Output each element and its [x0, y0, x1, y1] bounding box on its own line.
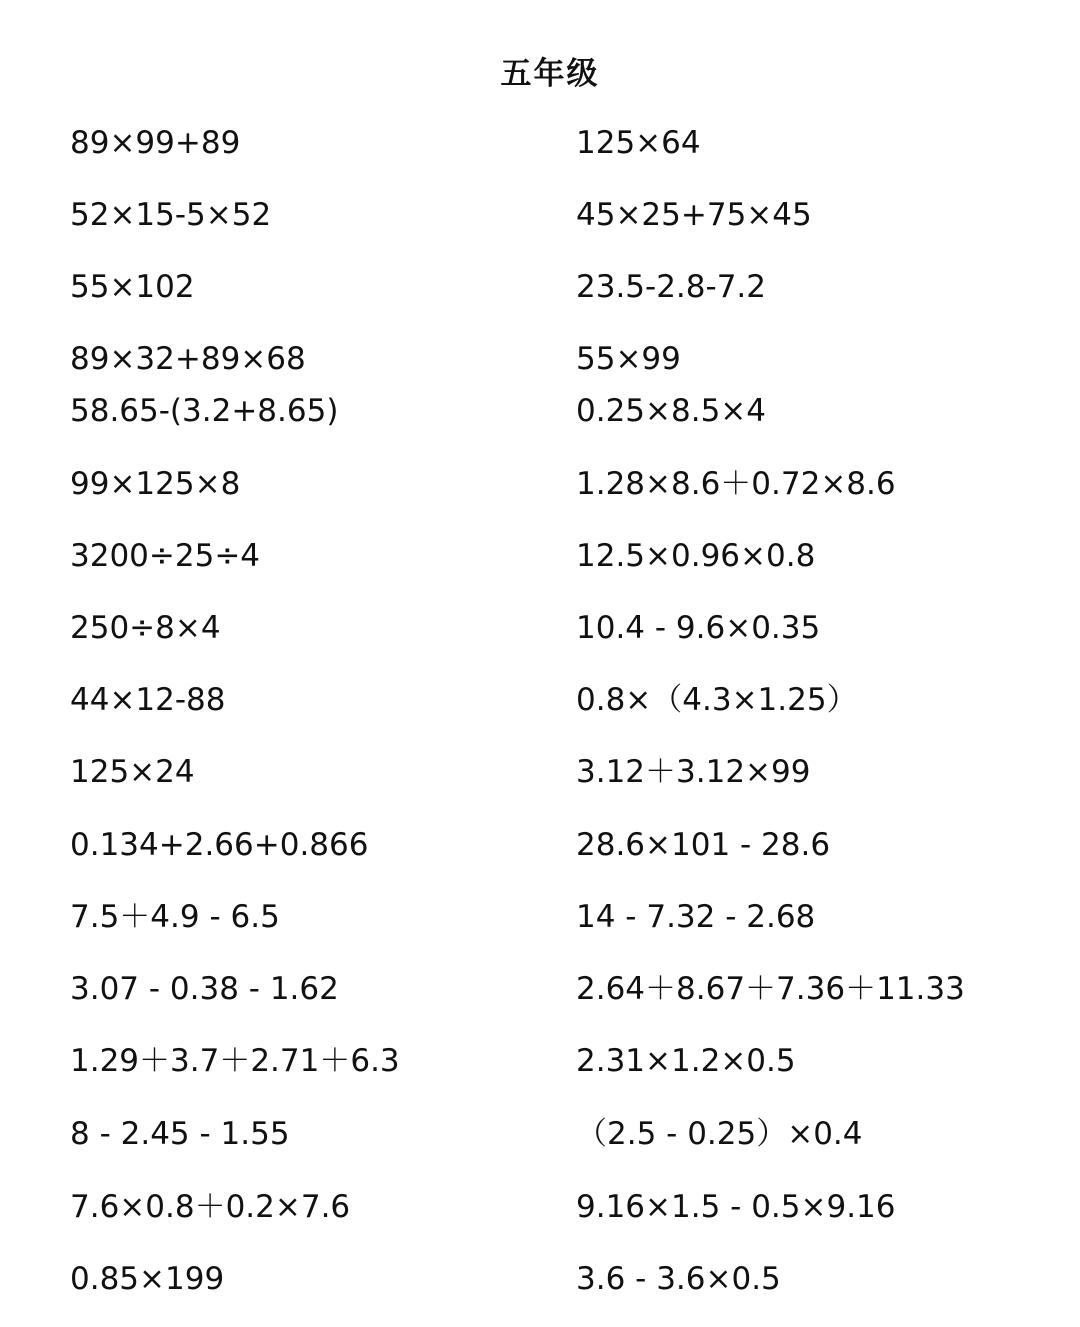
problem-right-10: 3.12＋3.12×99 [576, 754, 811, 790]
problem-left-11: 0.134+2.66+0.866 [70, 827, 369, 863]
problem-left-16: 7.6×0.8＋0.2×7.6 [70, 1189, 351, 1225]
problem-right-2: 45×25+75×45 [576, 197, 812, 233]
problem-left-14: 1.29＋3.7＋2.71＋6.3 [70, 1043, 400, 1079]
problem-left-3: 55×102 [70, 269, 195, 305]
problem-right-16: 9.16×1.5 - 0.5×9.16 [576, 1189, 896, 1225]
problem-right-13: 2.64＋8.67＋7.36＋11.33 [576, 971, 965, 1007]
problem-right-3: 23.5-2.8-7.2 [576, 269, 766, 305]
problem-right-17: 3.6 - 3.6×0.5 [576, 1261, 781, 1297]
problem-right-15: （2.5 - 0.25）×0.4 [576, 1116, 863, 1152]
problem-right-9: 0.8×（4.3×1.25） [576, 682, 858, 718]
problem-left-6: 99×125×8 [70, 466, 241, 502]
problem-right-4: 55×99 [576, 341, 681, 377]
problem-left-17: 0.85×199 [70, 1261, 225, 1297]
problem-left-8: 250÷8×4 [70, 610, 221, 646]
problem-left-13: 3.07 - 0.38 - 1.62 [70, 971, 339, 1007]
problem-left-5: 58.65-(3.2+8.65) [70, 393, 339, 429]
problem-right-6: 1.28×8.6＋0.72×8.6 [576, 466, 896, 502]
problem-left-10: 125×24 [70, 754, 195, 790]
problem-right-7: 12.5×0.96×0.8 [576, 538, 816, 574]
problem-left-7: 3200÷25÷4 [70, 538, 261, 574]
problem-left-15: 8 - 2.45 - 1.55 [70, 1116, 290, 1152]
problem-left-9: 44×12-88 [70, 682, 226, 718]
problem-right-8: 10.4 - 9.6×0.35 [576, 610, 821, 646]
problem-right-14: 2.31×1.2×0.5 [576, 1043, 796, 1079]
page-title: 五年级 [500, 56, 600, 92]
problem-left-12: 7.5＋4.9 - 6.5 [70, 899, 280, 935]
problem-right-1: 125×64 [576, 125, 701, 161]
problem-right-12: 14 - 7.32 - 2.68 [576, 899, 816, 935]
problem-left-2: 52×15-5×52 [70, 197, 272, 233]
problem-left-1: 89×99+89 [70, 125, 241, 161]
problem-left-4: 89×32+89×68 [70, 341, 306, 377]
problem-right-11: 28.6×101 - 28.6 [576, 827, 831, 863]
problem-right-5: 0.25×8.5×4 [576, 393, 766, 429]
